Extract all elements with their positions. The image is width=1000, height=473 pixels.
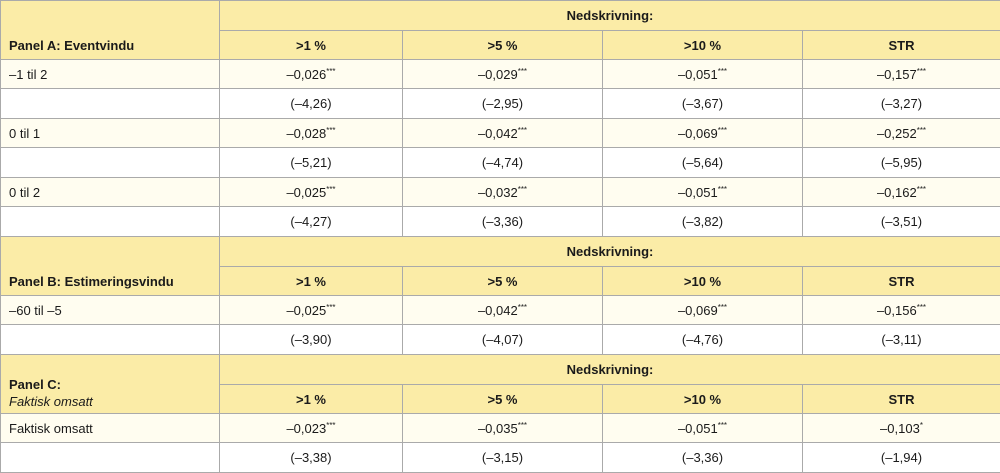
- coefficient-value: –0,051: [678, 421, 718, 436]
- row-label: –1 til 2: [1, 60, 220, 89]
- column-header: STR: [803, 267, 1000, 296]
- coefficient-value: –0,028: [286, 126, 326, 141]
- panel-title: Panel C:: [9, 377, 61, 392]
- coefficient-value: –0,051: [678, 185, 718, 200]
- coefficient-cell: [803, 414, 1000, 443]
- tstat-cell: (–2,95): [403, 89, 603, 119]
- significance-stars: ***: [326, 185, 335, 194]
- tstat-cell: (–3,90): [220, 325, 403, 355]
- coefficient-value: –0,162: [877, 185, 917, 200]
- coefficient-cell: [220, 60, 403, 89]
- tstat-cell: (–5,64): [603, 148, 803, 178]
- group-header: Nedskrivning:: [220, 1, 1000, 31]
- significance-stars: ***: [917, 67, 926, 76]
- tstat-row: [1, 325, 1000, 355]
- significance-stars: ***: [518, 303, 527, 312]
- significance-stars: ***: [718, 421, 727, 430]
- coefficient-cell: [603, 178, 803, 207]
- empty-cell: [1, 148, 220, 178]
- group-header: Nedskrivning:: [220, 237, 1000, 267]
- tstat-row: [1, 148, 1000, 178]
- column-header: >10 %: [603, 31, 803, 60]
- tstat-cell: (–5,21): [220, 148, 403, 178]
- row-label: Faktisk omsatt: [1, 414, 220, 443]
- coefficient-value: –0,103: [880, 421, 920, 436]
- row-label: 0 til 2: [1, 178, 220, 207]
- coefficient-cell: [603, 60, 803, 89]
- coefficient-cell: [403, 414, 603, 443]
- table-row: [1, 60, 1000, 89]
- coefficient-cell: [603, 119, 803, 148]
- column-header: >5 %: [403, 31, 603, 60]
- significance-stars: ***: [518, 185, 527, 194]
- column-header: >10 %: [603, 267, 803, 296]
- panel-header-row: [1, 355, 1000, 385]
- column-header: >5 %: [403, 385, 603, 414]
- coefficient-value: –0,029: [478, 67, 518, 82]
- coefficient-cell: [403, 178, 603, 207]
- significance-stars: ***: [718, 303, 727, 312]
- column-header: >5 %: [403, 267, 603, 296]
- column-header: STR: [803, 31, 1000, 60]
- tstat-cell: (–3,36): [403, 207, 603, 237]
- empty-cell: [1, 325, 220, 355]
- tstat-cell: (–4,26): [220, 89, 403, 119]
- row-label: 0 til 1: [1, 119, 220, 148]
- panel-title: Panel A: Eventvindu: [9, 38, 134, 53]
- tstat-cell: (–3,82): [603, 207, 803, 237]
- column-header: >1 %: [220, 267, 403, 296]
- coefficient-cell: [603, 296, 803, 325]
- coefficient-cell: [803, 296, 1000, 325]
- tstat-cell: (–3,36): [603, 443, 803, 473]
- tstat-row: [1, 443, 1000, 473]
- table-row: [1, 296, 1000, 325]
- empty-cell: [1, 207, 220, 237]
- coefficient-value: –0,025: [286, 185, 326, 200]
- coefficient-value: –0,051: [678, 67, 718, 82]
- tstat-cell: (–5,95): [803, 148, 1000, 178]
- coefficient-cell: [220, 119, 403, 148]
- tstat-cell: (–4,07): [403, 325, 603, 355]
- panel-subtitle: Faktisk omsatt: [9, 393, 211, 410]
- column-header: >10 %: [603, 385, 803, 414]
- tstat-cell: (–4,74): [403, 148, 603, 178]
- tstat-cell: (–4,27): [220, 207, 403, 237]
- tstat-cell: (–3,15): [403, 443, 603, 473]
- coefficient-value: –0,026: [286, 67, 326, 82]
- tstat-cell: (–3,11): [803, 325, 1000, 355]
- column-header: >1 %: [220, 385, 403, 414]
- empty-cell: [1, 443, 220, 473]
- significance-stars: ***: [326, 67, 335, 76]
- panel-title: Panel B: Estimeringsvindu: [9, 274, 174, 289]
- tstat-cell: (–3,67): [603, 89, 803, 119]
- tstat-cell: (–3,27): [803, 89, 1000, 119]
- panel-label: [1, 355, 220, 414]
- coefficient-value: –0,025: [286, 303, 326, 318]
- coefficient-value: –0,035: [478, 421, 518, 436]
- coefficient-value: –0,042: [478, 126, 518, 141]
- significance-stars: ***: [326, 126, 335, 135]
- table-row: [1, 119, 1000, 148]
- table-row: [1, 178, 1000, 207]
- coefficient-cell: [220, 414, 403, 443]
- group-header: Nedskrivning:: [220, 355, 1000, 385]
- tstat-row: [1, 207, 1000, 237]
- significance-stars: ***: [917, 185, 926, 194]
- panel-header-row: [1, 1, 1000, 31]
- significance-stars: *: [920, 421, 923, 430]
- coefficient-value: –0,252: [877, 126, 917, 141]
- significance-stars: ***: [518, 67, 527, 76]
- panel-label: [1, 237, 220, 296]
- coefficient-cell: [403, 119, 603, 148]
- coefficient-value: –0,156: [877, 303, 917, 318]
- empty-cell: [1, 89, 220, 119]
- panel-label: [1, 1, 220, 60]
- significance-stars: ***: [718, 67, 727, 76]
- significance-stars: ***: [917, 126, 926, 135]
- row-label: –60 til –5: [1, 296, 220, 325]
- coefficient-cell: [603, 414, 803, 443]
- coefficient-value: –0,023: [286, 421, 326, 436]
- table-row: [1, 414, 1000, 443]
- significance-stars: ***: [326, 421, 335, 430]
- tstat-row: [1, 89, 1000, 119]
- tstat-cell: (–4,76): [603, 325, 803, 355]
- coefficient-value: –0,042: [478, 303, 518, 318]
- coefficient-cell: [403, 60, 603, 89]
- tstat-cell: (–1,94): [803, 443, 1000, 473]
- significance-stars: ***: [917, 303, 926, 312]
- tstat-cell: (–3,38): [220, 443, 403, 473]
- significance-stars: ***: [718, 185, 727, 194]
- coefficient-cell: [803, 178, 1000, 207]
- significance-stars: ***: [518, 126, 527, 135]
- coefficient-value: –0,069: [678, 126, 718, 141]
- tstat-cell: (–3,51): [803, 207, 1000, 237]
- panel-header-row: [1, 237, 1000, 267]
- column-header: >1 %: [220, 31, 403, 60]
- coefficient-cell: [803, 119, 1000, 148]
- coefficient-value: –0,157: [877, 67, 917, 82]
- significance-stars: ***: [518, 421, 527, 430]
- coefficient-cell: [220, 296, 403, 325]
- significance-stars: ***: [718, 126, 727, 135]
- coefficient-value: –0,032: [478, 185, 518, 200]
- coefficient-value: –0,069: [678, 303, 718, 318]
- significance-stars: ***: [326, 303, 335, 312]
- coefficient-cell: [803, 60, 1000, 89]
- coefficient-cell: [220, 178, 403, 207]
- coefficient-cell: [403, 296, 603, 325]
- column-header: STR: [803, 385, 1000, 414]
- results-table-body: [1, 1, 1000, 473]
